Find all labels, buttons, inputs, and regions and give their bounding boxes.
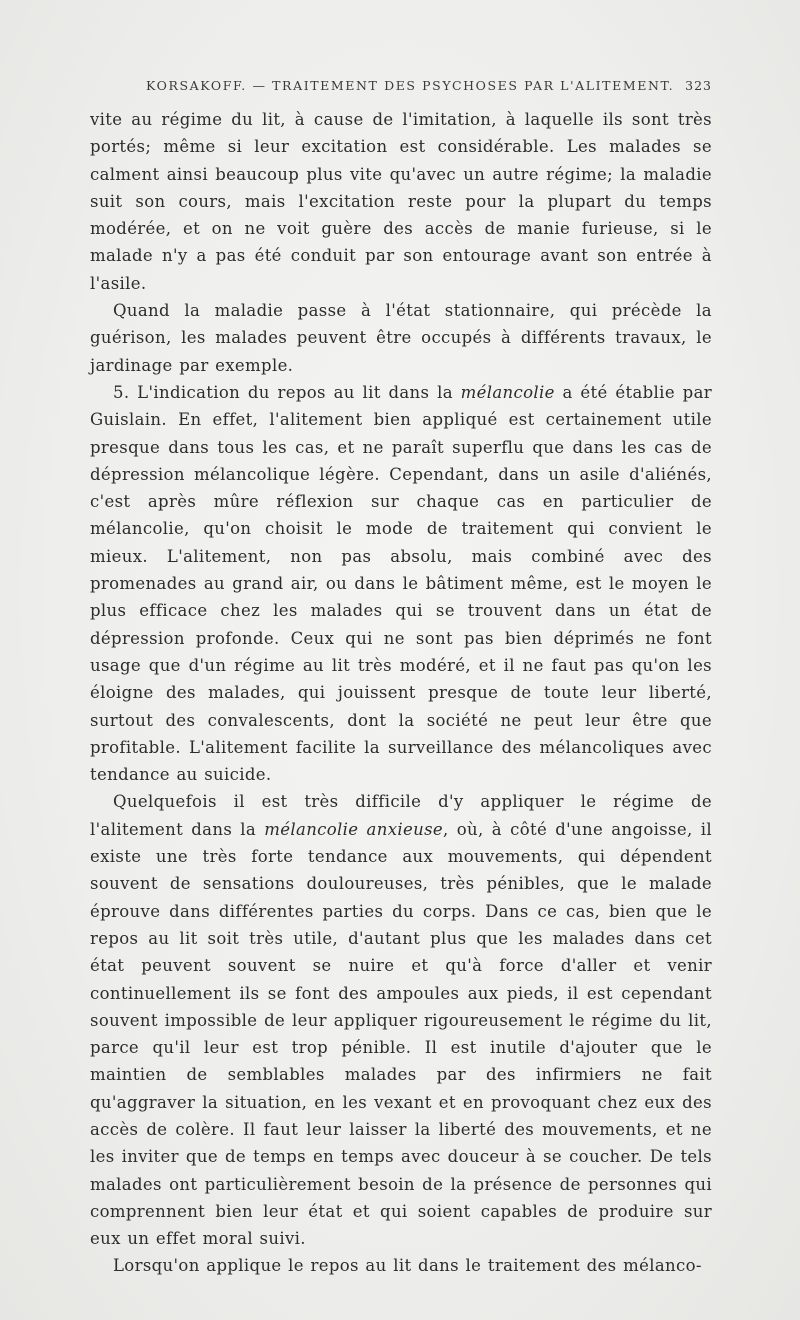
running-head-title: KORSAKOFF. — TRAITEMENT DES PSYCHOSES PAR L'ALITEMENT. xyxy=(146,78,675,93)
paragraph-text: Lorsqu'on applique le repos au lit dans le traitement des mélanco- xyxy=(113,1256,702,1276)
running-head xyxy=(90,74,712,98)
paragraph-text-before: 5. L'indication du repos au lit dans la xyxy=(113,382,461,402)
paragraph-text-after: , où, à côté d'une angoisse, il existe une très forte tendance aux mouvements, qui dépendent souvent de sensations douloureuses, très pénibles, que le malade éprouve dans différentes parties du corps. Dans ce cas, bien que le repos au lit soit très utile, d'autant plus que les malades dans cet état peuvent souvent se nuire et qu'à force d'aller et venir continuellement ils se font des ampoules aux pieds, il est cependant souvent impossible de leur appliquer rigoureusement le régime du lit, parce qu'il leur est trop pénible. Il est inutile d'ajouter que le maintien de semblables malades par des infirmiers ne fait qu'aggraver la situation, en les vexant et en provoquant chez eux des accès de colère. Il faut leur laisser la liberté des mouvements, et ne les inviter que de temps en temps avec douceur à se coucher. De tels malades ont particulièrement besoin de la présence de personnes qui comprennent bien leur état et qui soient capables de produire sur eux un effet moral suivi. xyxy=(90,819,712,1249)
paragraph-final xyxy=(90,1252,712,1279)
page-number: 323 xyxy=(685,78,712,93)
italic-term: mélancolie xyxy=(460,382,555,402)
italic-term: mélancolie anxieuse xyxy=(264,819,444,839)
body-text xyxy=(90,106,712,1280)
paragraph-text-after: a été établie par Guislain. En effet, l'alitement bien appliqué est certainement utile presque dans tous les cas, et ne paraît superflu que dans les cas de dépression mélancolique légère. Cependant, dans un asile d'aliénés, c'est après mûre réflexion sur chaque cas en particulier de mélancolie, qu'on choisit le mode de traitement qui convient le mieux. L'alitement, non pas absolu, mais combiné avec des promenades au grand air, ou dans le bâtiment même, est le moyen le plus efficace chez les malades qui se trouvent dans un état de dépression profonde. Ceux qui ne sont pas bien déprimés ne font usage que d'un régime au lit très modéré, et il ne faut pas qu'on les éloigne des malades, qui jouissent presque de toute leur liberté, surtout des convalescents, dont la société ne peut leur être que profitable. L'alitement facilite la surveillance des mélancoliques avec tendance au suicide. xyxy=(90,382,712,785)
paragraph-melancholia xyxy=(90,379,712,788)
paragraph-continued xyxy=(90,106,712,297)
paragraph-text: Quand la maladie passe à l'état stationnaire, qui précède la guérison, les malades peuvent être occupés à différents travaux, le jardinage par exemple. xyxy=(90,301,712,375)
paragraph-anxious-melancholia xyxy=(90,788,712,1252)
paragraph-text-before: Quelquefois il est très difficile d'y appliquer le régime de l'alitement dans la xyxy=(90,792,712,839)
paragraph-convalescence xyxy=(90,297,712,379)
paragraph-text: vite au régime du lit, à cause de l'imitation, à laquelle ils sont très portés; même si leur excitation est considérable. Les malades se calment ainsi beaucoup plus vite qu'avec un autre régime; la maladie suit son cours, mais l'excitation reste pour la plupart du temps modérée, et on ne voit guère des accès de manie furieuse, si le malade n'y a pas été conduit par son entourage avant son entrée à l'asile. xyxy=(90,110,712,293)
